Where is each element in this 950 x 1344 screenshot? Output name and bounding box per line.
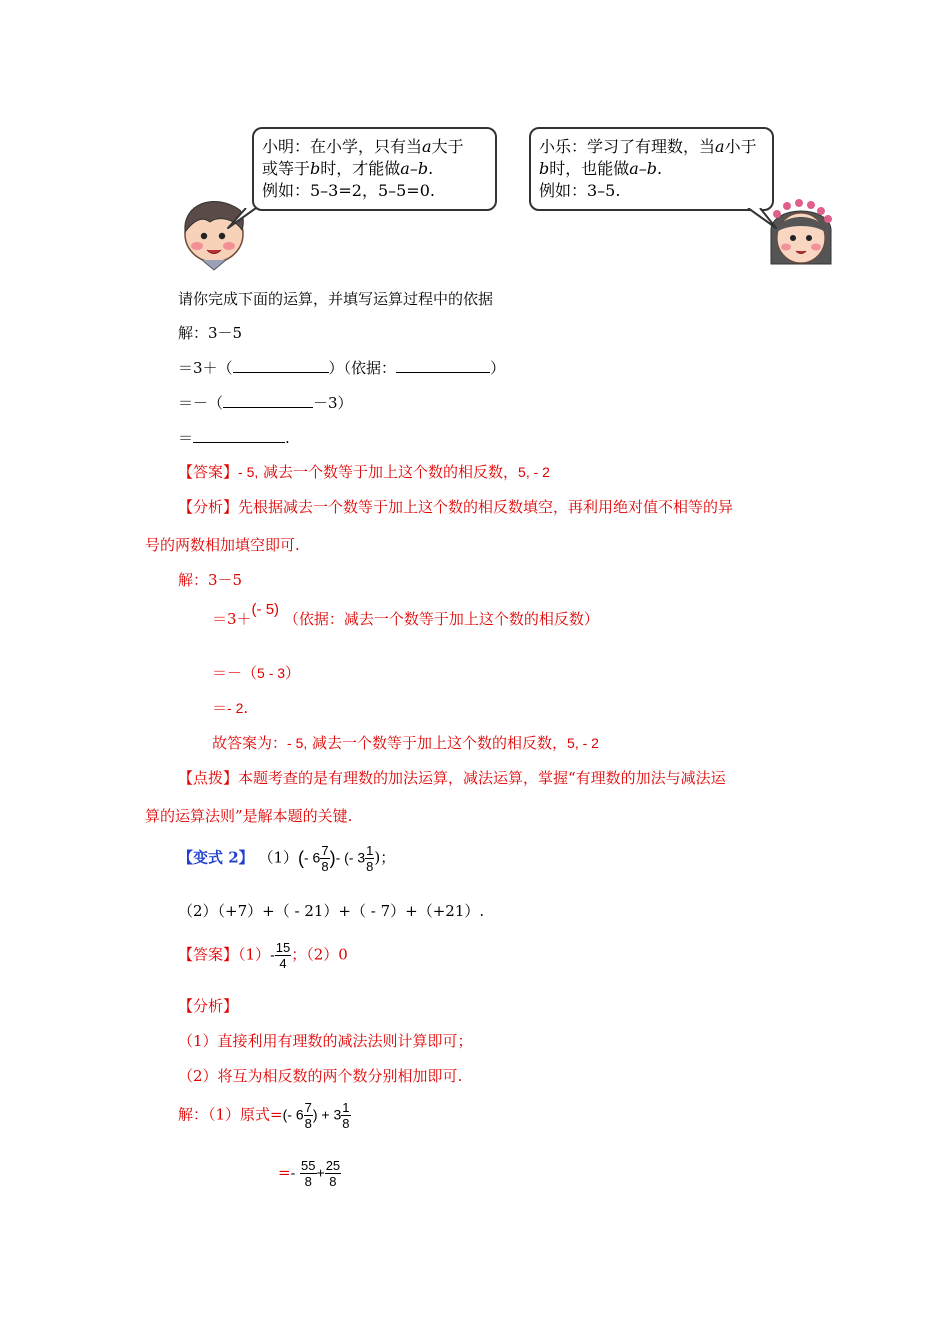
analysis1-line2: 号的两数相加填空即可. [145, 536, 300, 554]
answer1-v1: - 5, [238, 464, 259, 480]
solution1-step1-a: ＝3＋ [212, 610, 252, 628]
variant2-part2: （2）（+7）+（ - 21）+（ - 7）+（+21）. [178, 902, 485, 920]
variant2-frac2 [365, 843, 374, 874]
solution1-step2-c: ） [285, 664, 301, 682]
problem-step2 [178, 392, 353, 413]
answer2-label: 【答案】 [178, 945, 239, 964]
answer2-frac [275, 940, 291, 971]
solution2-frac1-den: 8 [304, 1116, 312, 1131]
solution1-step2 [212, 662, 300, 683]
problem-intro: 请你完成下面的运算，并填写运算过程中的依据 [178, 290, 494, 308]
solution2-frac4-den: 8 [329, 1174, 337, 1189]
answer1 [178, 461, 550, 482]
girl-illustration [765, 194, 837, 272]
tip1-line1 [178, 767, 726, 788]
solution2-m1: (- 6 [282, 1106, 304, 1123]
solution1-step0: 解：3－5 [178, 571, 243, 589]
solution2-frac3-den: 8 [304, 1174, 312, 1189]
speech-bubble-xiaole [529, 127, 774, 211]
bubble-right-var-a: a [715, 137, 725, 156]
answer2-neg: - [270, 946, 275, 963]
solution2-frac2 [341, 1100, 350, 1131]
solution2-frac4 [325, 1158, 341, 1189]
solution1-step3 [212, 697, 248, 718]
solution1-final-v2: 5, - 2 [567, 735, 599, 751]
answer1-label: 【答案】 [178, 463, 239, 481]
solution1-final-a: 故答案为： [212, 734, 288, 752]
analysis1-text1: 先根据减去一个数等于加上这个数的相反数填空，再利用绝对值不相等的异 [238, 498, 734, 516]
bubble-left-var-b: b [310, 159, 321, 178]
variant2-mid: - (- 3 [335, 849, 366, 866]
variant2-minus1: - 6 [304, 849, 321, 866]
variant2-frac1-num: 7 [321, 843, 329, 858]
analysis2-line1: （1）直接利用有理数的减法法则计算即可； [178, 1032, 473, 1050]
bubble-left-expr: a–b. [400, 159, 434, 178]
answer2-p2: ；（2）0 [291, 945, 348, 964]
analysis1-line1 [178, 496, 733, 517]
solution1-final-text: 减去一个数等于加上这个数的相反数， [312, 734, 568, 752]
answer2-frac-num: 15 [275, 940, 291, 955]
problem-step1-a: ＝3＋（ [178, 359, 233, 377]
tip1-label: 【点拨】 [178, 769, 239, 787]
variant2-frac2-num: 1 [366, 843, 374, 858]
variant2-frac1 [320, 843, 329, 874]
tip1-line2: 算的运算法则”是解本题的关键. [145, 807, 353, 825]
variant2-part1: 【变式 2】 （1）(- 6 $\frac{7}{8}$ )- (- 3 $\frac{1}{8}$ )； [178, 843, 396, 874]
speech-bubble-xiaoming [252, 127, 497, 211]
blank-1[interactable] [233, 358, 329, 373]
bubble-right-tail [738, 208, 778, 230]
problem-step1-c: ） [490, 359, 506, 377]
solution2-frac1 [304, 1100, 313, 1131]
bubble-right-line2-a: 时，也能做 [549, 159, 630, 178]
solution2-frac2-den: 8 [342, 1116, 350, 1131]
problem-step2-a: ＝－（ [178, 394, 224, 412]
answer2-p1: （1） [238, 945, 271, 964]
boy-illustration [174, 190, 254, 272]
solution2-frac2-num: 1 [342, 1100, 350, 1115]
bubble-left-tail [226, 208, 266, 230]
solution2-frac3-num: 55 [301, 1158, 316, 1173]
solution2-prefix: 解：（1）原式= [178, 1105, 283, 1124]
solution2-frac4-num: 25 [325, 1158, 341, 1173]
problem-step2-b: －3） [313, 394, 353, 412]
solution2-frac1-num: 7 [304, 1100, 312, 1115]
bubble-left-line2-b: 时，才能做 [320, 159, 401, 178]
bubble-right-line1-b: 小于 [724, 137, 757, 156]
answer2 [178, 940, 348, 971]
tip1-text1: 本题考查的是有理数的加法运算，减法运算，掌握“有理数的加法与减法运 [238, 769, 726, 787]
analysis1-label: 【分析】 [178, 498, 239, 516]
problem-step1-b: ）（依据： [328, 359, 397, 377]
problem-step1 [178, 357, 505, 378]
analysis2-line2: （2）将互为相反数的两个数分别相加即可. [178, 1067, 463, 1085]
analysis2-label: 【分析】 [178, 997, 239, 1015]
problem-step3-b: . [285, 429, 290, 447]
blank-2[interactable] [396, 358, 490, 373]
solution1-step3-b: - 2 [227, 700, 244, 716]
bubble-left-line2-a: 或等于 [262, 159, 311, 178]
solution1-step1-paren: (- 5) [251, 601, 280, 618]
blank-3[interactable] [223, 393, 313, 408]
solution1-step3-a: ＝ [212, 699, 228, 717]
solution2-m2: ) + 3 [312, 1106, 342, 1123]
solution1-final-v1: - 5, [287, 735, 308, 751]
solution1-step1-b: （依据：减去一个数等于加上这个数的相反数） [283, 610, 599, 628]
solution1-step2-a: ＝－（ [212, 664, 258, 682]
solution1-step3-c: . [243, 699, 249, 717]
bubble-left-line1-b: 大于 [431, 137, 464, 156]
solution2-neg: - [290, 1164, 296, 1181]
solution2-line1 [178, 1100, 351, 1131]
variant2-label: 【变式 2】 [178, 848, 254, 867]
problem-step3-a: ＝ [178, 429, 194, 447]
variant2-frac2-den: 8 [366, 859, 374, 874]
answer2-frac-den: 4 [279, 956, 287, 971]
answer1-text: 减去一个数等于加上这个数的相反数， [263, 463, 519, 481]
solution2-line2 [278, 1158, 341, 1189]
solution1-step2-b: 5 - 3 [257, 665, 286, 681]
solution1-step1 [212, 601, 599, 629]
bubble-left-var-a: a [422, 137, 432, 156]
solution2-eq: = [278, 1163, 291, 1182]
solution1-final [212, 732, 599, 753]
bubble-right-line1-a: 小乐：学习了有理数，当 [539, 137, 716, 156]
solution2-frac3 [300, 1158, 316, 1189]
bubble-left-line3: 例如：5–3=2，5–5=0. [262, 181, 435, 200]
blank-4[interactable] [193, 428, 285, 443]
bubble-left-line1-a: 小明：在小学，只有当 [262, 137, 423, 156]
variant2-part1-label: （1） [258, 848, 298, 867]
problem-step3 [178, 427, 290, 448]
bubble-right-expr: a–b. [629, 159, 663, 178]
variant2-frac1-den: 8 [321, 859, 329, 874]
solution2-plus: + [316, 1164, 325, 1181]
variant2-end: )； [374, 848, 396, 867]
bubble-right-var-b: b [539, 159, 550, 178]
bubble-right-line3: 例如：3–5. [539, 181, 621, 200]
answer1-v2: 5, - 2 [518, 464, 550, 480]
problem-step0: 解：3－5 [178, 324, 243, 342]
